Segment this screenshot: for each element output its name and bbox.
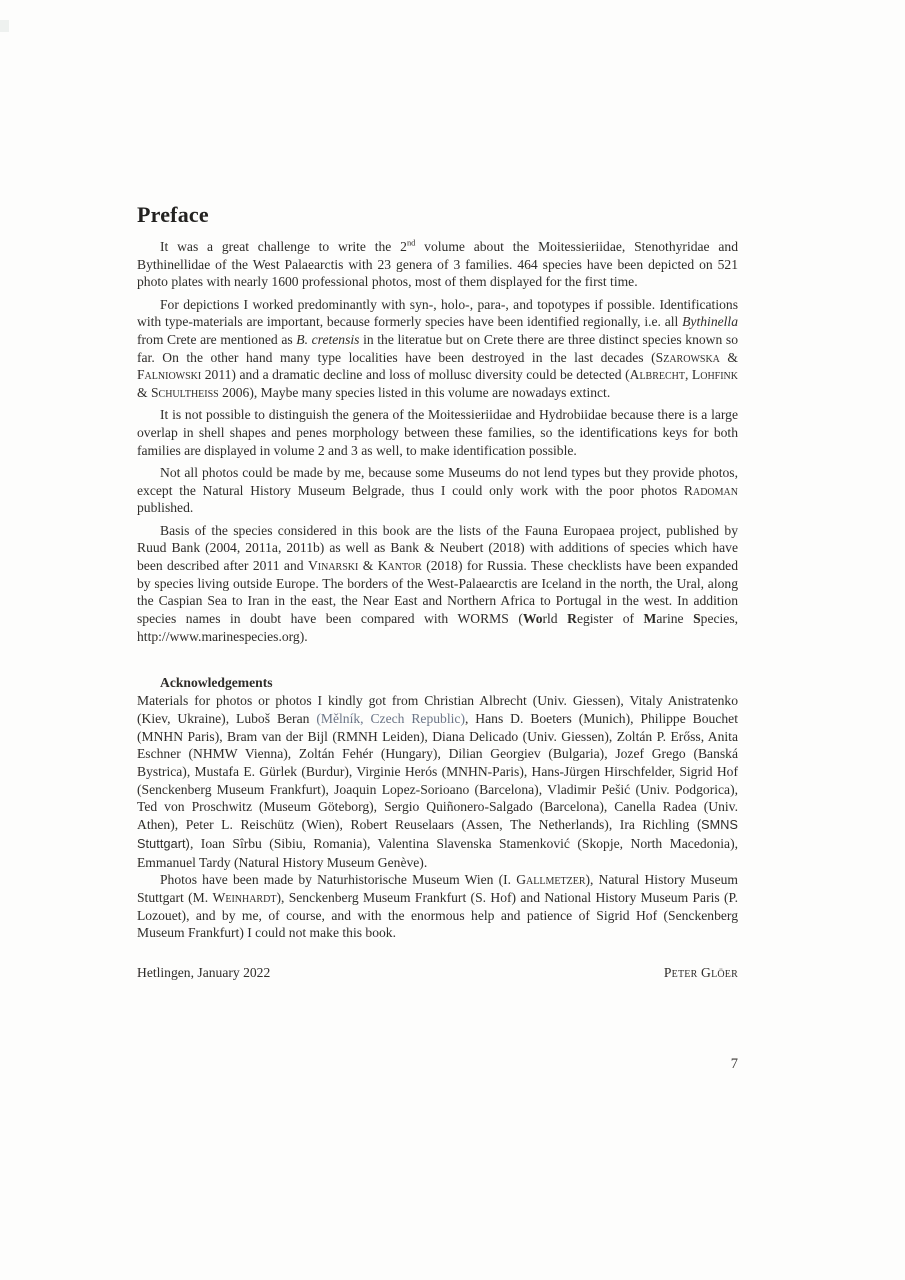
scan-artifact xyxy=(0,20,9,32)
preface-paragraph-1: It was a great challenge to write the 2nd volume about the Moitessieriidae, Stenothyridae and Bythinellidae of the West Palaearctis with 23 genera of 3 families. 464 species have been depicted on 521 photo plates with nearly 1600 professional photos, most of them displayed for the first time. xyxy=(137,237,738,290)
page-number: 7 xyxy=(730,1056,738,1072)
acknowledgements-paragraph-1: Materials for photos or photos I kindly got from Christian Albrecht (Univ. Giessen), Vitaly Anistratenko (Kiev, Ukraine), Luboš Beran (Mělník, Czech Republic), Hans D. Boeters (Munich), Philippe Bouchet (MNHN Paris), Bram van der Bijl (RMNH Leiden), Diana Delicado (Univ. Giessen), Zoltán P. Erőss, Anita Eschner (NHMW Vienna), Zoltán Fehér (Hungary), Dilian Georgiev (Bulgaria), Jozef Grego (Banská Bystrica), Mustafa E. Gürlek (Burdur), Virginie Herós (MNHN-Paris), Hans-Jürgen Hirschfelder, Sigrid Hof (Senckenberg Museum Frankfurt), Joaquin Lopez-Sorioano (Barcelona), Vladimir Pešić (Univ. Podgorica), Ted von Proschwitz (Museum Göteborg), Sergio Quiñonero-Salgado (Barcelona), Canella Radea (Univ. Athen), Peter L. Reischütz (Wien), Robert Reuselaars (Assen, The Netherlands), Ira Richling (SMNS Stuttgart), Ioan Sîrbu (Sibiu, Romania), Valentina Slavenska Stamenković (Skopje, North Macedonia), Emmanuel Tardy (Natural History Museum Genève). xyxy=(137,693,738,870)
page-title: Preface xyxy=(137,202,209,227)
place-date: Hetlingen, January 2022 xyxy=(137,965,271,981)
page-content xyxy=(137,202,738,982)
author-signature: Peter Glöer xyxy=(663,965,738,981)
acknowledgements-paragraph-2: Photos have been made by Naturhistorische Museum Wien (I. Gallmetzer), Natural History Museum Stuttgart (M. Weinhardt), Senckenberg Museum Frankfurt (S. Hof) and National History Museum Paris (P. Lozouet), and by me, of course, and with the enormous help and patience of Sigrid Hof (Senckenberg Museum Frankfurt) I could not make this book. xyxy=(137,872,738,941)
preface-paragraph-5: Basis of the species considered in this book are the lists of the Fauna Europaea project, published by Ruud Bank (2004, 2011a, 2011b) as well as Bank & Neubert (2018) with additions of species which have been described after 2011 and Vinarski & Kantor (2018) for Russia. These checklists have been expanded by species living outside Europe. The borders of the West-Palaearctis are Iceland in the north, the Ural, along the Caspian Sea to Iran in the east, the Near East and Northern Africa to Portugal in the west. In addition species names in doubt have been compared with WORMS (World Register of Marine Species, http://www.marinespecies.org). xyxy=(137,522,739,644)
preface-paragraph-2: For depictions I worked predominantly with syn-, holo-, para-, and topotypes if possible. Identifications with type-materials are important, because formerly species have been identified regionally, i.e. all Bythinella from Crete are mentioned as B. cretensis in the literatue but on Crete there are three distinct species known so far. On the other hand many type localities have been destroyed in the last decades (Szarowska & Falniowski 2011) and a dramatic decline and loss of mollusc diversity could be detected (Albrecht, Lohfink & Schultheiß 2006), Maybe many species listed in this volume are nowadays extinct. xyxy=(137,296,739,401)
preface-paragraph-4: Not all photos could be made by me, because some Museums do not lend types but they provide photos, except the Natural History Museum Belgrade, thus I could only work with the poor photos Radoman published. xyxy=(137,464,738,516)
preface-paragraph-3: It is not possible to distinguish the genera of the Moitessieriidae and Hydrobiidae because there is a large overlap in shell shapes and penes morphology between these families, so the identifications keys for both families are displayed in volume 2 and 3 as well, to make identification possible. xyxy=(137,407,738,458)
dateline-row xyxy=(137,964,738,982)
acknowledgements-heading: Acknowledgements xyxy=(160,675,273,691)
